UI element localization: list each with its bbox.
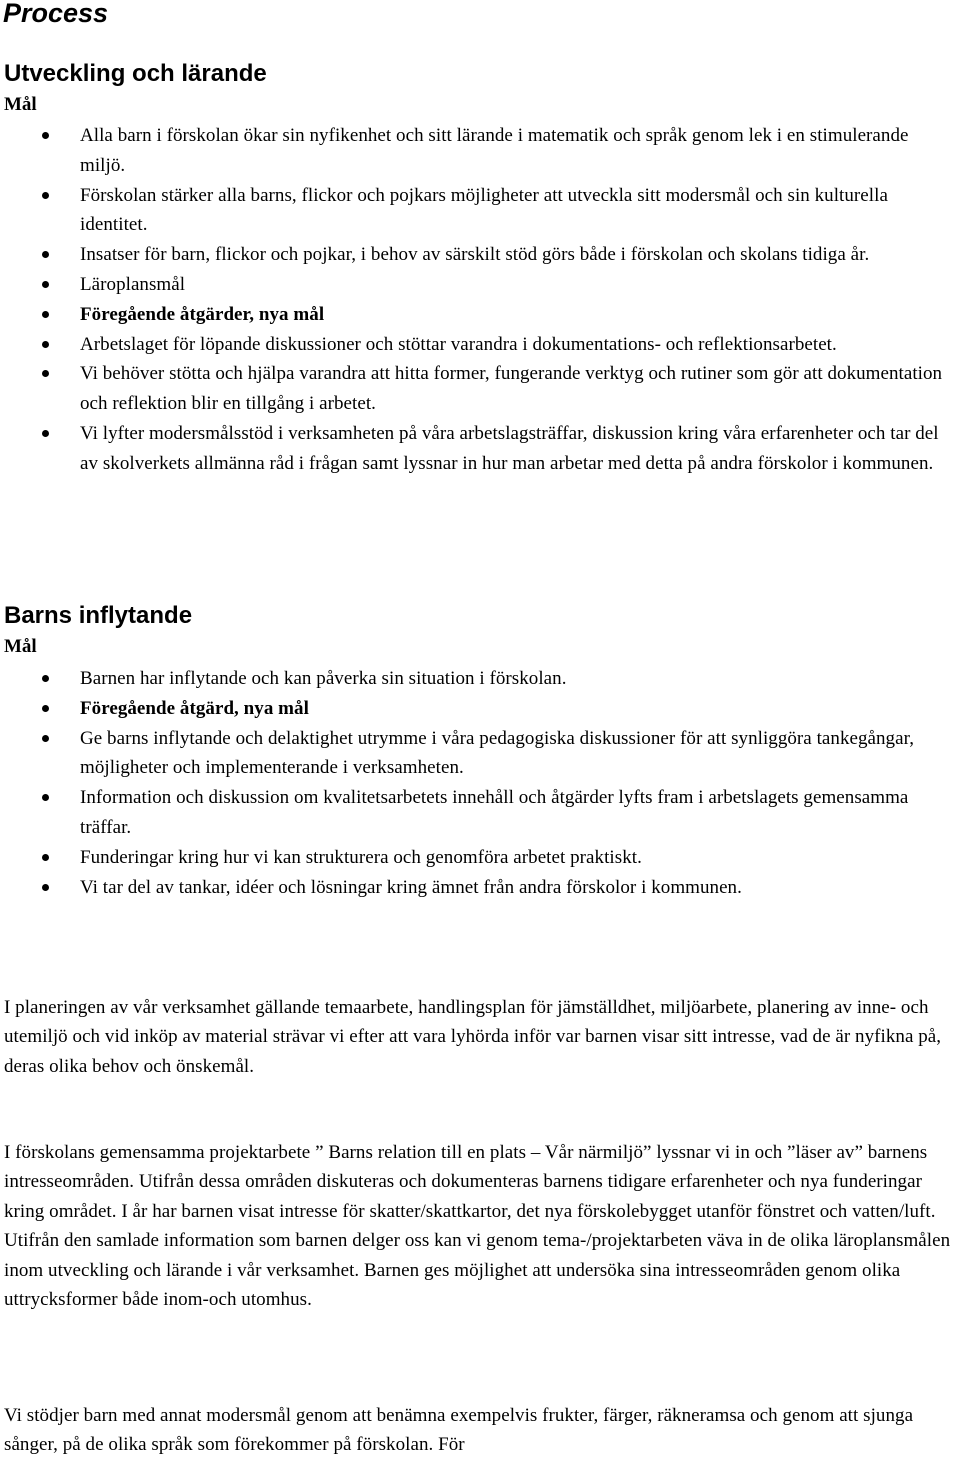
list-item-text: Föregående åtgärder, nya mål — [80, 303, 325, 325]
list-item — [0, 240, 958, 270]
list-item-text: Information och diskussion om kvalitetsarbetets innehåll och åtgärder lyfts fram i arbetslagets gemensamma träffar. — [80, 787, 909, 838]
list-item — [0, 843, 958, 873]
list-item — [0, 724, 958, 784]
list-item-text: Vi lyfter modersmålsstöd i verksamheten på våra arbetslagsträffar, diskussion kring våra erfarenheter och tar del av skolverkets allmänna råd i frågan samt lyssnar in hur man arbetar med detta på andra förskolor i kommunen. — [80, 422, 939, 474]
bullet-icon — [42, 854, 49, 861]
section-heading-barns-inflytande: Barns inflytande — [4, 602, 193, 629]
list-item — [0, 694, 958, 724]
bullet-icon — [42, 675, 49, 682]
list-item-text: Läroplansmål — [80, 273, 186, 295]
list-item — [0, 359, 958, 419]
page-title: Process — [3, 0, 109, 28]
list-item — [0, 873, 958, 903]
list-item-text: Arbetslaget för löpande diskussioner och stöttar varandra i dokumentations- och reflektionsarbetet. — [80, 333, 837, 355]
paragraph-planering: I planeringen av vår verksamhet gällande temaarbete, handlingsplan för jämställdhet, miljöarbete, planering av inne- och utemiljö och vid inköp av material strävar vi efter att vara lyhörda inför var barnen visar sitt intresse, vad de är nyfikna på, deras olika behov och önskemål. — [4, 997, 942, 1077]
list-item — [0, 121, 958, 181]
list-item — [0, 664, 958, 694]
bullet-icon — [42, 430, 49, 437]
mal-label-section2: Mål — [4, 636, 37, 657]
list-item — [0, 270, 958, 300]
bullet-icon — [42, 884, 49, 891]
list-item — [0, 181, 958, 241]
list-item-text: Föregående åtgärd, nya mål — [80, 697, 309, 719]
bullet-icon — [42, 132, 49, 139]
list-item-text: Vi tar del av tankar, idéer och lösningar kring ämnet från andra förskolor i kommunen. — [80, 876, 742, 898]
mal-label-section1: Mål — [4, 94, 37, 115]
list-item — [0, 419, 958, 479]
list-item — [0, 330, 958, 360]
bullet-list-section2 — [0, 664, 958, 902]
bullet-icon — [42, 794, 49, 801]
bullet-icon — [42, 370, 49, 377]
paragraph-projektarbete: I förskolans gemensamma projektarbete ” Barns relation till en plats – Vår närmiljö” lyssnar vi in och ”läser av” barnens intresseområden. Utifrån dessa områden diskuteras och dokumenteras barnens tidigare erfarenheter och nya funderingar kring området. I år har barnen visat intresse för skatter/skattkartor, det nya förskolebygget utanför fönstret och vatten/luft. Utifrån den samlade information som barnen delger oss kan vi genom tema-/projektarbeten väva in de olika läroplansmålen inom utveckling och lärande i vår verksamhet. Barnen ges möjlighet att undersöka sina intresseområden genom olika uttrycksformer både inom-och utomhus. — [4, 1142, 951, 1311]
list-item-text: Vi behöver stötta och hjälpa varandra att hitta former, fungerande verktyg och rutiner som gör att dokumentation och reflektion blir en tillgång i arbetet. — [80, 363, 943, 415]
list-item-text: Alla barn i förskolan ökar sin nyfikenhet och sitt lärande i matematik och språk genom lek i en stimulerande miljö. — [80, 125, 909, 176]
paragraph-modersmal: Vi stödjer barn med annat modersmål genom att benämna exempelvis frukter, färger, räkneramsa och genom att sjunga sånger, på de olika språk som förekommer på förskolan. För — [4, 1405, 914, 1456]
list-item-text: Förskolan stärker alla barns, flickor och pojkars möjligheter att utveckla sitt modersmål och sin kulturella identitet. — [80, 184, 888, 236]
bullet-icon — [42, 341, 49, 348]
list-item-text: Funderingar kring hur vi kan strukturera och genomföra arbetet praktiskt. — [80, 846, 642, 868]
bullet-icon — [42, 251, 49, 258]
list-item-text: Barnen har inflytande och kan påverka sin situation i förskolan. — [80, 668, 567, 689]
bullet-icon — [42, 311, 49, 318]
list-item — [0, 783, 958, 843]
list-item-text: Ge barns inflytande och delaktighet utrymme i våra pedagogiska diskussioner för att synliggöra tankegångar, möjligheter och implementerande i verksamheten. — [80, 727, 915, 779]
section-heading-utveckling: Utveckling och lärande — [4, 60, 267, 87]
bullet-icon — [42, 192, 49, 199]
list-item-text: Insatser för barn, flickor och pojkar, i behov av särskilt stöd görs både i förskolan och skolans tidiga år. — [80, 244, 870, 266]
bullet-icon — [42, 735, 49, 742]
bullet-icon — [42, 705, 49, 712]
bullet-icon — [42, 281, 49, 288]
list-item — [0, 300, 958, 330]
bullet-list-section1 — [0, 121, 958, 479]
